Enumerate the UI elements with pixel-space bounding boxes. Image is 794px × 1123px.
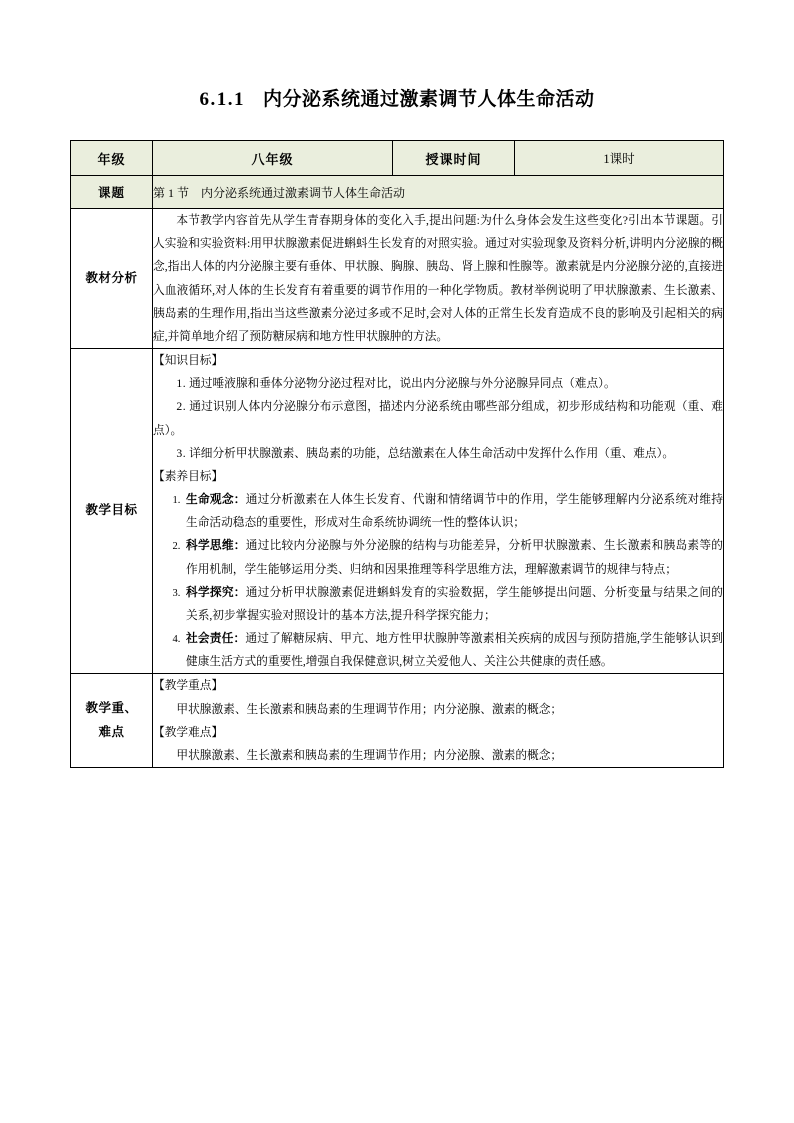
cell-analysis-label: 教材分析	[71, 209, 153, 349]
cell-topic-value	[153, 176, 724, 209]
literacy-item-label: 生命观念：	[186, 493, 246, 507]
knowledge-item-text: 详细分析甲状腺激素、胰岛素的功能，总结激素在人体生命活动中发挥什么作用（重、难点）。	[189, 446, 675, 460]
literacy-objective-item	[183, 488, 723, 534]
cell-analysis-content	[153, 209, 724, 349]
key-points-label-line2: 难点	[98, 724, 125, 739]
table-row-objectives	[71, 349, 724, 674]
literacy-objective-item	[183, 581, 723, 627]
literacy-objective-item	[183, 627, 723, 673]
page-title	[0, 84, 794, 111]
literacy-item-text: 通过比较内分泌腺与外分泌腺的结构与功能差异，分析甲状腺激素、生长激素和胰岛素等的作用机制，学生能够运用分类、归纳和因果推理等科学思维方法，理解激素调节的规律与特点；	[186, 539, 723, 576]
cell-objectives-label: 教学目标	[71, 349, 153, 674]
cell-objectives-content	[153, 349, 724, 674]
cell-topic-label: 课题	[71, 176, 153, 209]
focus-text: 甲状腺激素、生长激素和胰岛素的生理调节作用；内分泌腺、激素的概念；	[176, 702, 563, 716]
topic-value-text: 内分泌系统通过激素调节人体生命活动	[201, 185, 406, 200]
literacy-item-label: 科学探究：	[186, 585, 246, 599]
knowledge-objectives-heading: 【知识目标】	[153, 354, 224, 368]
analysis-paragraph: 本节教学内容首先从学生青春期身体的变化入手,提出问题:为什么身体会发生这些变化?引出本节课题。引人实验和实验资料:用甲状腺激素促进蝌蚪生长发育的对照实验。通过对实验现象及资料分析,讲明内分泌腺的概念,指出人体的内分泌腺主要有垂体、甲状腺、胸腺、胰岛、肾上腺和性腺等。激素就是内分泌腺分泌的,直接进入血液循环,对人体的生长发育有着重要的调节作用的一种化学物质。教材举例说明了甲状腺激素、生长激素、胰岛素的生理作用,指出当这些激素分泌过多或不足时,会对人体的正常生长发育造成不良的影响及引起相关的病症,并简单地介绍了预防糖尿病和地方性甲状腺肿的方法。	[153, 214, 723, 343]
knowledge-item-text: 通过识别人体内分泌腺分布示意图，描述内分泌系统由哪些部分组成，初步形成结构和功能观（重、难点）。	[153, 400, 723, 437]
lesson-plan-table	[70, 140, 724, 768]
topic-value-prefix: 第 1 节	[153, 185, 190, 200]
table-row-key-points	[71, 674, 724, 768]
table-row-grade	[71, 141, 724, 176]
difficulty-heading: 【教学难点】	[153, 725, 224, 739]
focus-heading: 【教学重点】	[153, 679, 224, 693]
knowledge-objective-item	[153, 372, 723, 395]
knowledge-item-number: 3.	[176, 446, 187, 460]
literacy-item-label: 科学思维：	[186, 539, 246, 553]
difficulty-text: 甲状腺激素、生长激素和胰岛素的生理调节作用；内分泌腺、激素的概念；	[176, 748, 563, 762]
literacy-objectives-list	[153, 488, 723, 673]
table-row-topic	[71, 176, 724, 209]
cell-time-label: 授课时间	[393, 141, 515, 176]
knowledge-item-number: 1.	[176, 377, 187, 391]
knowledge-item-text: 通过唾液腺和垂体分泌物分泌过程对比，说出内分泌腺与外分泌腺异同点（难点）。	[189, 377, 616, 391]
literacy-item-text: 通过了解糖尿病、甲亢、地方性甲状腺肿等激素相关疾病的成因与预防措施,学生能够认识到健康生活方式的重要性,增强自我保健意识,树立关爱他人、关注公共健康的责任感。	[186, 632, 723, 669]
literacy-item-text: 通过分析甲状腺激素促进蝌蚪发育的实验数据，学生能够提出问题、分析变量与结果之间的关系,初步掌握实验对照设计的基本方法,提升科学探究能力；	[186, 585, 723, 622]
literacy-item-text: 通过分析激素在人体生长发育、代谢和情绪调节中的作用，学生能够理解内分泌系统对维持生命活动稳态的重要性，形成对生命系统协调统一性的整体认识；	[186, 493, 723, 530]
table-row-analysis	[71, 209, 724, 349]
cell-key-points-content	[153, 674, 724, 768]
cell-key-points-label	[71, 674, 153, 768]
literacy-item-label: 社会责任：	[186, 632, 246, 646]
page-title-text: 内分泌系统通过激素调节人体生命活动	[262, 89, 595, 110]
key-points-label-line1: 教学重、	[85, 701, 138, 716]
cell-time-value: 1课时	[515, 141, 724, 176]
cell-grade-label: 年级	[71, 141, 153, 176]
knowledge-objective-item	[153, 442, 723, 465]
literacy-objective-item	[183, 534, 723, 580]
cell-grade-value: 八年级	[153, 141, 393, 176]
knowledge-item-number: 2.	[176, 400, 187, 414]
knowledge-objective-item	[153, 395, 723, 441]
page-title-number: 6.1.1	[199, 89, 245, 110]
literacy-objectives-heading: 【素养目标】	[153, 469, 224, 483]
